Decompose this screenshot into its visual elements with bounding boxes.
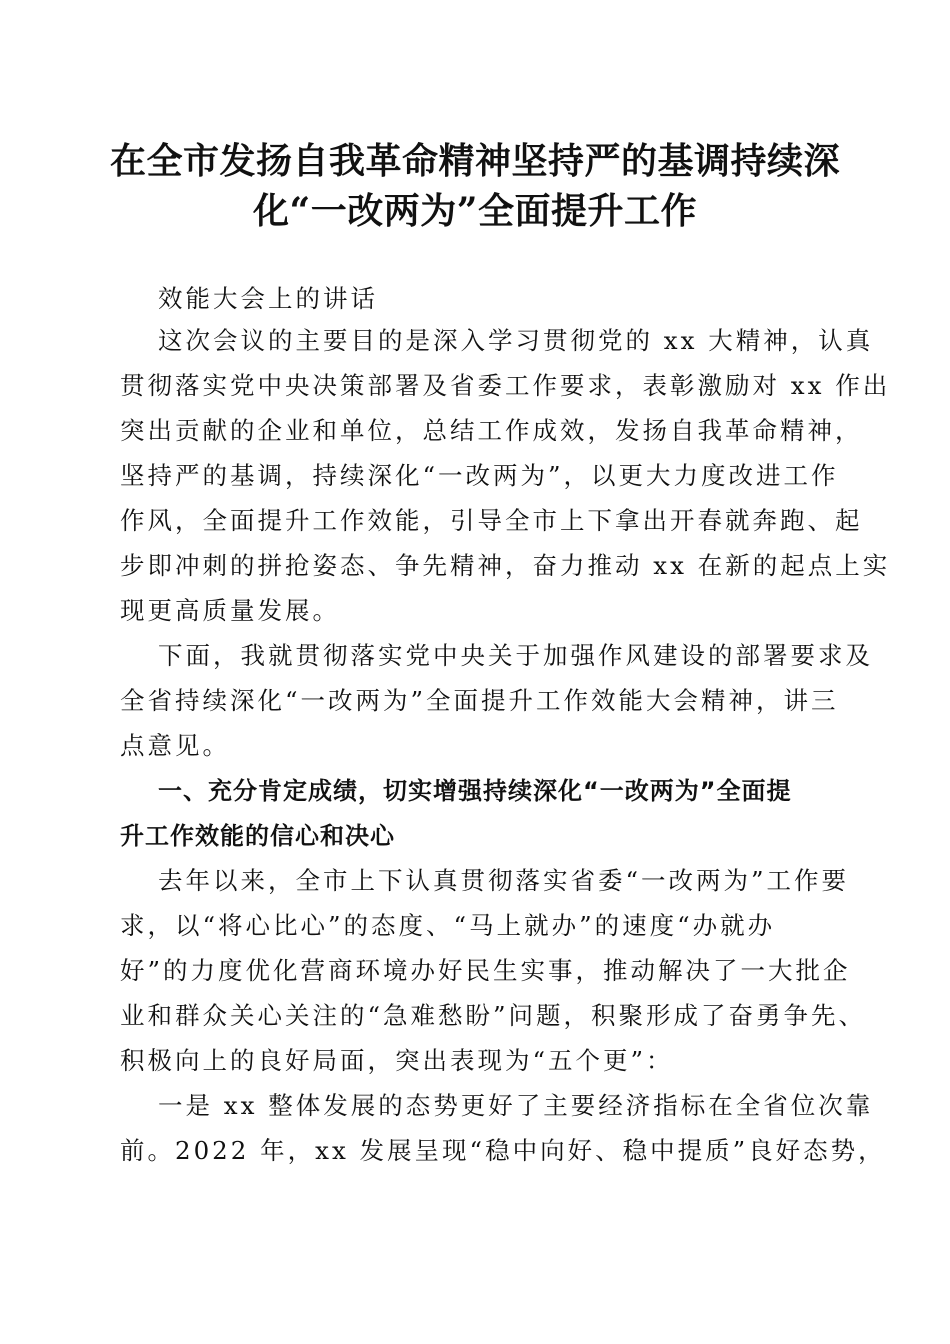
paragraph-line: 一是 xx 整体发展的态势更好了主要经济指标在全省位次靠 bbox=[158, 1091, 874, 1120]
paragraph-line: 下面，我就贯彻落实党中央关于加强作风建设的部署要求及 bbox=[158, 641, 873, 670]
section-heading: 一、充分肯定成绩，切实增强持续深化“一改两为”全面提 bbox=[158, 777, 792, 805]
paragraph-line: 前。2022 年，xx 发展呈现“稳中向好、稳中提质”良好态势， bbox=[120, 1136, 886, 1165]
paragraph-line: 点意见。 bbox=[120, 731, 230, 760]
paragraph-line: 步即冲刺的拼抢姿态、争先精神，奋力推动 xx 在新的起点上实 bbox=[120, 551, 891, 580]
paragraph-line: 去年以来，全市上下认真贯彻落实省委“一改两为”工作要 bbox=[158, 866, 850, 895]
paragraph-line: 全省持续深化“一改两为”全面提升工作效能大会精神，讲三 bbox=[120, 686, 839, 715]
document-title bbox=[0, 136, 950, 236]
paragraph-line: 求，以“将心比心”的态度、“马上就办”的速度“办就办 bbox=[120, 911, 776, 940]
subtitle: 效能大会上的讲话 bbox=[158, 284, 378, 313]
paragraph-line: 业和群众关心关注的“急难愁盼”问题，积聚形成了奋勇争先、 bbox=[120, 1001, 867, 1030]
title-line: 化“一改两为”全面提升工作 bbox=[253, 190, 697, 232]
paragraph-line: 贯彻落实党中央决策部署及省委工作要求，表彰激励对 xx 作出 bbox=[120, 371, 891, 400]
paragraph-line: 现更高质量发展。 bbox=[120, 596, 340, 625]
paragraph-line: 这次会议的主要目的是深入学习贯彻党的 xx 大精神，认真 bbox=[158, 326, 874, 355]
paragraph-line: 作风，全面提升工作效能，引导全市上下拿出开春就奔跑、起 bbox=[120, 506, 863, 535]
paragraph-line: 好”的力度优化营商环境办好民生实事，推动解决了一大批企 bbox=[120, 956, 851, 985]
paragraph-line: 积极向上的良好局面，突出表现为“五个更”： bbox=[120, 1046, 674, 1075]
paragraph-line: 突出贡献的企业和单位，总结工作成效，发扬自我革命精神， bbox=[120, 416, 863, 445]
section-heading: 升工作效能的信心和决心 bbox=[120, 822, 395, 850]
paragraph-line: 坚持严的基调，持续深化“一改两为”，以更大力度改进工作 bbox=[120, 461, 839, 490]
title-line: 在全市发扬自我革命精神坚持严的基调持续深 bbox=[109, 140, 840, 182]
